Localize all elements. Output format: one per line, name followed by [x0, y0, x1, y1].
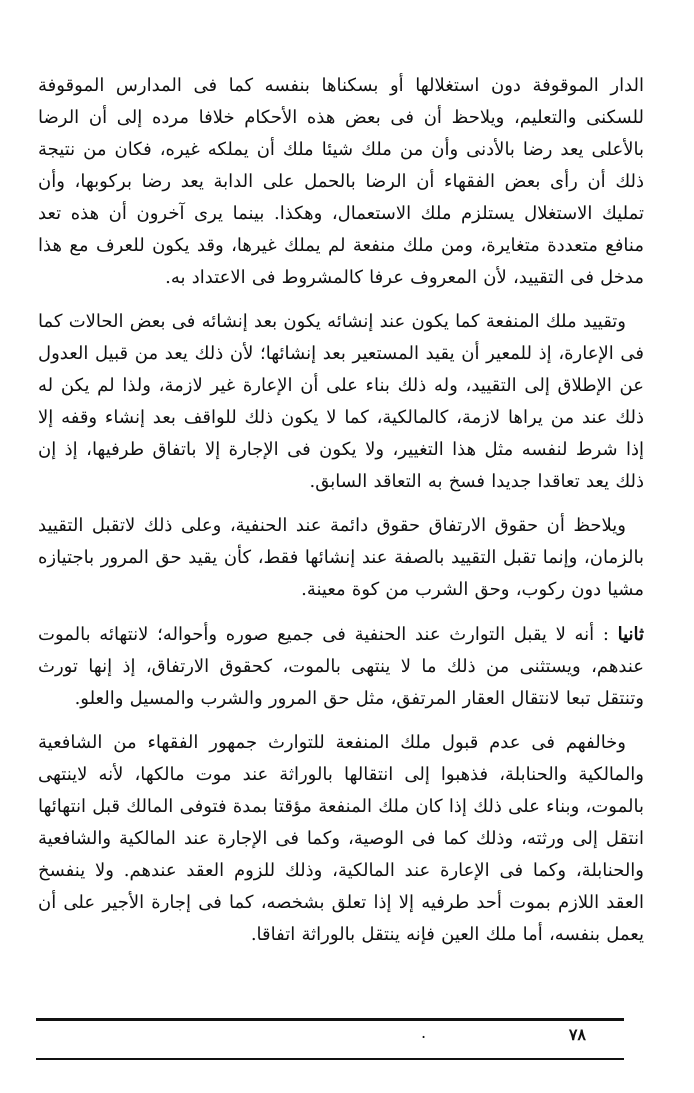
paragraph-text-2: وتقييد ملك المنفعة كما يكون عند إنشائه يكون بعد إنشائه فى بعض الحالات كما فى الإعارة، إذ للمعير أن يقيد المستعير بعد إنشائها؛ لأن ذلك يعد من قبيل العدول عن الإطلاق إلى التقييد، وله ذلك بناء على أن الإعارة غير لازمة، ولذا لم يكن له ذلك عند من يراها لازمة، كالمالكية، كما لا يكون ذلك للواقف بعد إنشاء وقفه إلا إذا شرط لنفسه مثل هذا التغيير، ولا يكون فى الإجارة إلا باتفاق طرفيها، إذ إن ذلك يعد تعاقدا جديدا فسخ به التعاقد السابق.: [38, 311, 644, 493]
book-page: [38, 70, 644, 990]
body-paragraph-3: [38, 510, 644, 606]
paragraph-text-1: الدار الموقوفة دون استغلالها أو بسكناها بنفسه كما فى المدارس الموقوفة للسكنى والتعليم، ويلاحظ أن فى بعض هذه الأحكام خلافا مرده إلى أن الرضا بالأعلى يعد رضا بالأدنى وأن من ملك شيئا ملك أن يملكه غيره، فكان من نتيجة ذلك أن رأى بعض الفقهاء أن الرضا بالحمل على الدابة يعد رضا بركوبها، وأن تمليك الاستغلال يستلزم ملك الاستعمال، وهكذا. بينما يرى آخرون أن هذه تعد منافع متعددة متغايرة، ومن ملك منفعة لم يملك غيرها، وقد يكون للعرف مع هذا مدخل فى التقييد، لأن المعروف عرفا كالمشروط فى الاعتداد به.: [38, 75, 645, 289]
paragraph-lead-label: ثانيا: [617, 623, 644, 645]
page-number: ٧٨: [568, 1025, 586, 1044]
body-paragraph-4: [38, 619, 644, 715]
paragraph-text-4: : أنه لا يقبل التوارث عند الحنفية فى جميع صوره وأحواله؛ لانتهائه بالموت عندهم، ويستثنى من ذلك ما لا ينتهى بالموت، كحقوق الارتفاق، إذ إنها تورث وتنتقل تبعا لانتقال العقار المرتفق، مثل حق المرور والشرب والمسيل والعلو.: [38, 623, 644, 709]
page-mark: .: [421, 1023, 427, 1042]
body-paragraph-2: [38, 306, 644, 498]
paragraph-text-5: وخالفهم فى عدم قبول ملك المنفعة للتوارث جمهور الفقهاء من الشافعية والمالكية والحنابلة، فذهبوا إلى انتقالها بالوراثة عند موت مالكها، لأنه لاينتهى بالموت، وبناء على ذلك إذا كان ملك المنفعة مؤقتا بمدة فتوفى المالك قبل انتهائها انتقل إلى ورثته، وذلك كما فى الوصية، وكما فى الإجارة عند المالكية والشافعية والحنابلة، وكما فى الإعارة عند المالكية، وذلك للزوم العقد عندهم. ولا ينفسخ العقد اللازم بموت أحد طرفيه إلا إذا تعلق بشخصه، كما فى إجارة الأجير على أن يعمل بنفسه، أما ملك العين فإنه ينتقل بالوراثة اتفاقا.: [38, 731, 644, 945]
page-footer: [36, 1018, 624, 1068]
footer-top-rule: [36, 1018, 624, 1021]
footer-bottom-rule: [36, 1058, 624, 1060]
body-paragraph-5: [38, 727, 644, 951]
paragraph-text-3: ويلاحظ أن حقوق الارتفاق حقوق دائمة عند الحنفية، وعلى ذلك لاتقبل التقييد بالزمان، وإنما تقبل التقييد بالصفة عند إنشائها فقط، كأن يقيد حق المرور باجتيازه مشيا دون ركوب، وحق الشرب من كوة معينة.: [38, 515, 644, 601]
body-paragraph-1: [38, 70, 644, 294]
